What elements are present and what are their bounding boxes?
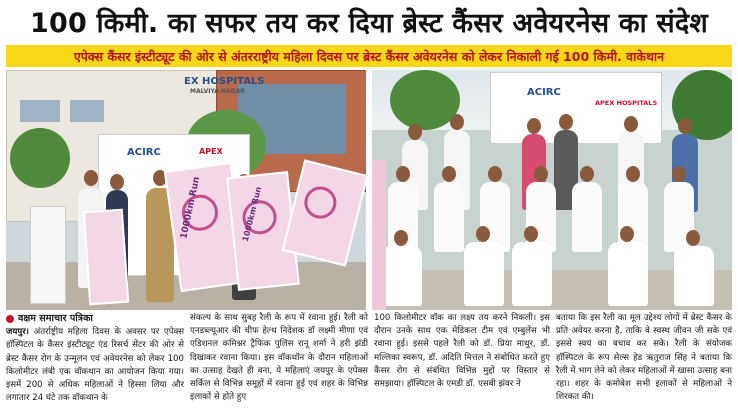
person-head	[476, 226, 490, 242]
person-head	[620, 226, 634, 242]
byline-bullet-icon	[6, 315, 14, 323]
participant	[608, 242, 648, 306]
person-head	[396, 166, 410, 182]
column-text: अंतर्राष्ट्रीय महिला दिवस के अवसर पर एपेक्स हॉस्पिटल के कैंसर इंस्टीट्यूट एंड रिसर्च सेंटर की ओर से ब्रेस्ट कैंसर रोग के उन्मूलन एवं अवेयरनेस को लेकर 100 किलोमीटर लंबी एक वॉकथान का आयोजन किया गया। इसमें 200 से अधिक महिलाओं ने हिस्सा लिया और लगातार 24 घंटे तक वॉकथान के	[6, 327, 185, 404]
person-head	[678, 118, 692, 134]
person-head	[394, 230, 408, 246]
participant	[382, 246, 422, 306]
subheadline-text: एपेक्स कैंसर इंस्टीट्यूट की ओर से अंतरराष्ट्रीय महिला दिवस पर ब्रेस्ट कैंसर अवेयरनेस को लेकर निकाली गई 100 किमी. वाकेथान	[73, 48, 665, 64]
tree	[10, 128, 70, 188]
person-head	[626, 166, 640, 182]
person-head	[488, 166, 502, 182]
headline-text: 100 किमी. का सफर तय कर दिया ब्रेस्ट कैंसर अवेयरनेस का संदेश	[30, 7, 708, 39]
person-head	[524, 226, 538, 242]
column-text: 100 किलोमीटर वॉक का लक्ष्य तय करने निकली। इस दौरान उनके साथ एक मेडिकल टीम एवं एम्बुलेंस भी रवाना हुई। इससे पहले रैली को डॉ. प्रिया माथुर, डॉ. मल्लिका स्वरूप, डॉ. अदिति मित्तल ने संबोधित करते हुए कैंसर रोग से संबंधित विभिन्न मुद्दों पर विस्तार से समझाया। हॉस्पिटल के एमडी डॉ. एसबी झंवर ने	[374, 313, 550, 390]
photo-left	[6, 70, 366, 310]
column-text: बताया कि इस रैली का मूल उद्देश्य लोगों में ब्रेस्ट कैंसर के प्रति अवेयर करना है, ताकि वे स्वस्थ जीवन जी सके एवं इससे स्वयं का बचाव कर सके। रैली के संयोजक हॉस्पिटल के रूप सेल्स हेड ऋतुराज सिंह ने बताया कि रैली में भाग लेने को लेकर महिलाओं में खासा उत्साह बना रहा। शहर के कमोबेश सभी इलाकों से महिलाओं ने शिरकत की।	[556, 313, 732, 403]
standee	[30, 206, 66, 304]
subheadline-band	[6, 45, 732, 67]
hospital-sign: EX HOSPITALS	[184, 76, 265, 87]
backdrop-logo-apex: APEX	[199, 147, 223, 156]
hospital-sign-sub: MALVIYA NAGAR	[190, 88, 245, 95]
person-head	[624, 116, 638, 132]
person-head	[110, 174, 124, 190]
photo-right	[372, 70, 732, 310]
article-column-2	[190, 312, 368, 404]
article-column-3	[374, 312, 550, 391]
participant	[434, 182, 464, 252]
person-head	[559, 114, 573, 130]
person-head	[527, 118, 541, 134]
backdrop-logo: ACIRC	[127, 147, 161, 158]
person-head	[686, 230, 700, 246]
person-head	[450, 114, 464, 130]
backdrop-logo-apex: APEX HOSPITALS	[595, 99, 658, 107]
window	[70, 100, 104, 122]
dateline: जयपुर।	[6, 327, 30, 338]
backdrop-logo: ACIRC	[527, 87, 561, 98]
participant	[512, 242, 552, 306]
person-head	[534, 166, 548, 182]
participant	[674, 246, 714, 306]
headline	[0, 0, 738, 42]
person-head	[580, 166, 594, 182]
flag-text: 1000km Run	[179, 175, 203, 240]
article-column-4	[556, 312, 732, 404]
column-text: संकल्प के साथ सुबह रैली के रूप में रवाना हुई। रैली को एनडब्ल्यूआर की चीफ हेल्थ निदेशक डॉ लक्ष्मी मीणा एवं एडिशनल कमिश्नर ट्रैफिक पुलिस रानू शर्मा ने हरी झंडी दिखाकर रवाना किया। इस वॉकथॉन के दौरान महिलाओं का उत्साह देखते ही बना, ये महिलाएं जयपुर के एपेक्स सर्किल से विभिन्न समूहों में रवाना हुई एवं शहर के विभिन्न इलाकों से होते हुए	[190, 313, 368, 403]
ribbon-logo	[301, 183, 340, 222]
awareness-flag	[83, 209, 129, 306]
person-head	[672, 166, 686, 182]
person-head	[442, 166, 456, 182]
participant	[572, 182, 602, 252]
byline	[6, 312, 184, 325]
article-column-1	[6, 312, 184, 405]
person-head	[408, 124, 422, 140]
participant	[464, 242, 504, 306]
person-head	[84, 170, 98, 186]
awareness-flag	[372, 160, 386, 310]
flag-text: 1000km Run	[240, 185, 264, 243]
byline-text: वक्षम समाचार पत्रिका	[18, 313, 93, 324]
window	[20, 100, 60, 122]
paragraph	[6, 326, 184, 405]
